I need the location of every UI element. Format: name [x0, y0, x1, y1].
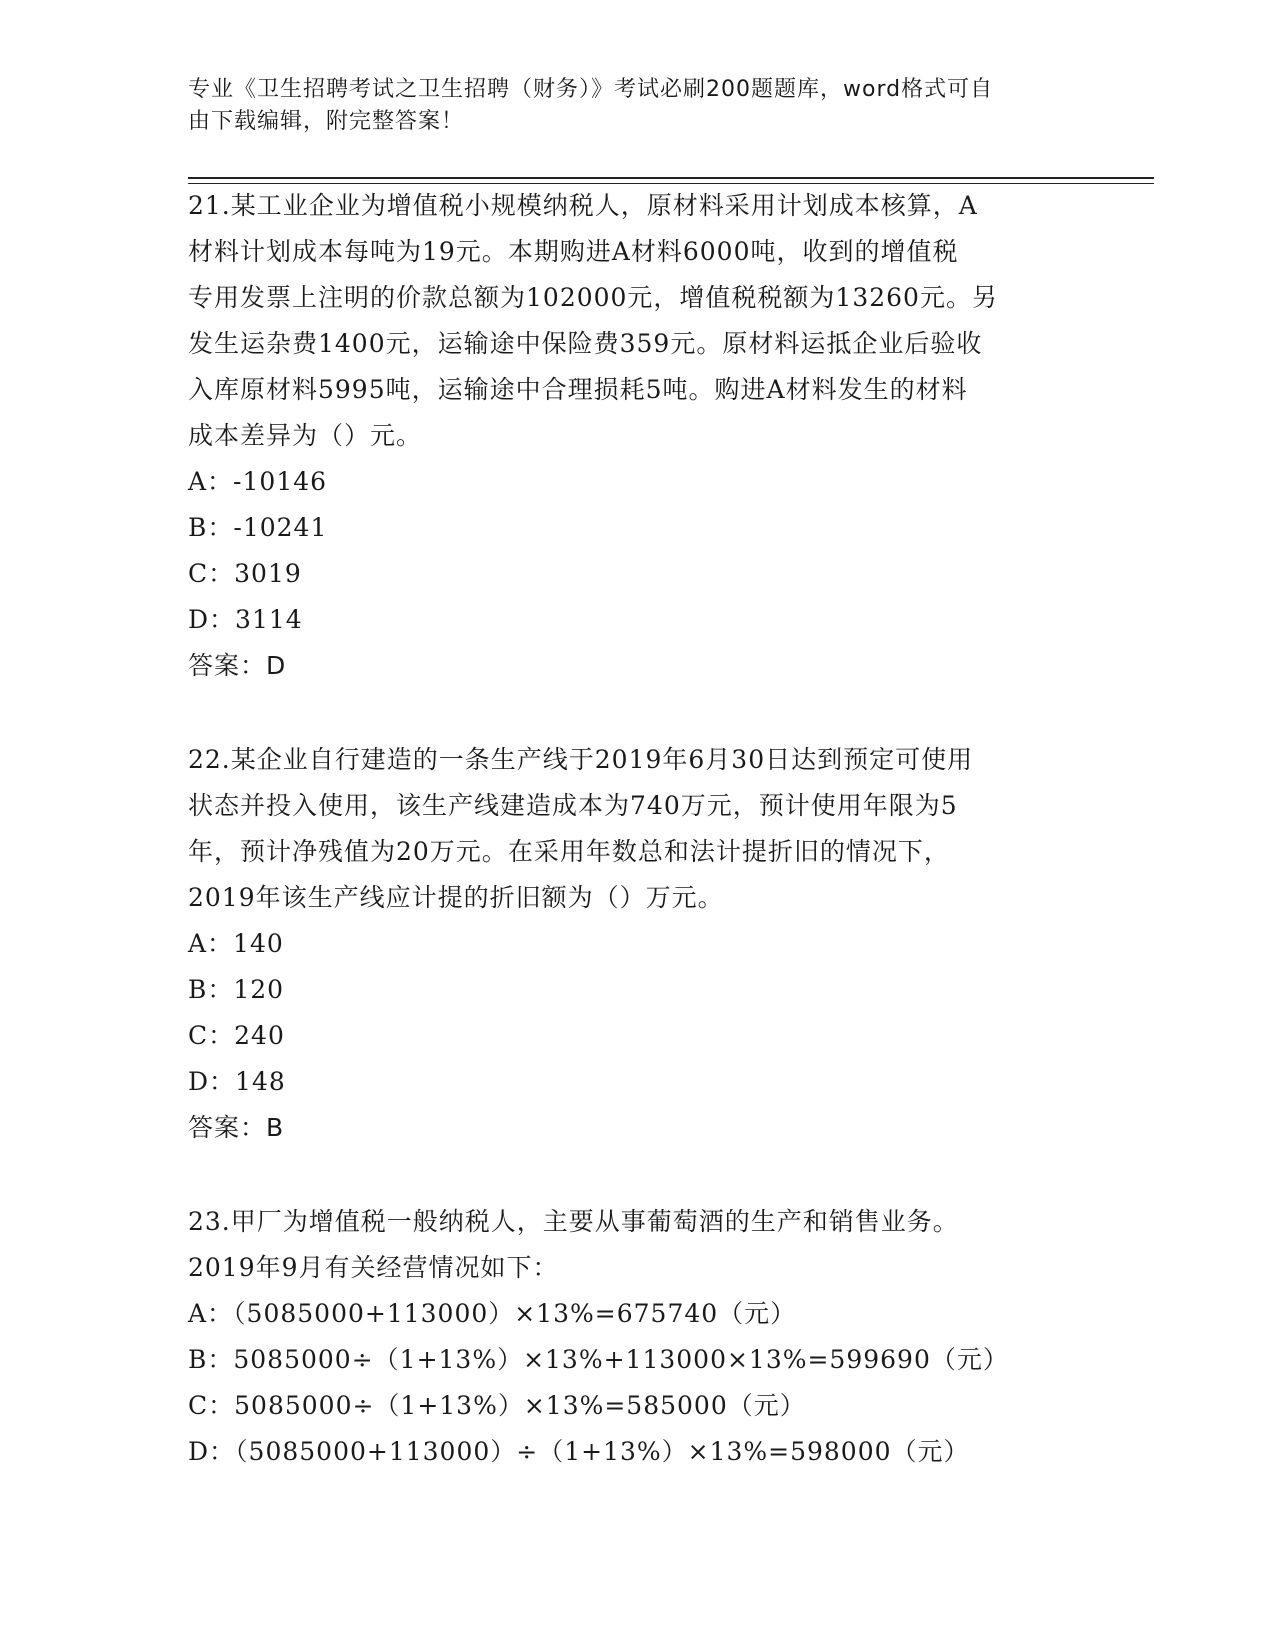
option-c: C：240: [188, 1021, 285, 1050]
question-stem-line: 2019年该生产线应计提的折旧额为（）万元。: [188, 883, 724, 912]
question-stem-line: 入库原材料5995吨，运输途中合理损耗5吨。购进A材料发生的材料: [188, 375, 968, 404]
option-a: A：-10146: [188, 467, 328, 496]
option-d: D：（5085000+113000）÷（1+13%）×13%=598000（元）: [188, 1437, 970, 1466]
document-header: [188, 74, 1068, 138]
question-stem-line: 年，预计净残值为20万元。在采用年数总和法计提折旧的情况下，: [188, 837, 950, 866]
option-d: D：3114: [188, 605, 303, 634]
question-stem-line: 2019年9月有关经营情况如下：: [188, 1253, 559, 1282]
question-stem-line: 23.甲厂为增值税一般纳税人，主要从事葡萄酒的生产和销售业务。: [188, 1207, 959, 1236]
header-line-2: 由下载编辑，附完整答案！: [188, 109, 465, 134]
question-21: [188, 183, 1068, 689]
option-b: B：120: [188, 975, 285, 1004]
question-stem-line: 状态并投入使用，该生产线建造成本为740万元，预计使用年限为5: [188, 791, 958, 820]
question-22: [188, 737, 1068, 1151]
question-stem-line: 21.某工业企业为增值税小规模纳税人，原材料采用计划成本核算，A: [188, 191, 978, 220]
option-a: A：140: [188, 929, 284, 958]
question-stem-line: 材料计划成本每吨为19元。本期购进A材料6000吨，收到的增值税: [188, 237, 959, 266]
answer-label: 答案：D: [188, 651, 287, 680]
option-c: C：5085000÷（1+13%）×13%=585000（元）: [188, 1391, 806, 1420]
question-23: [188, 1199, 1068, 1475]
option-a: A：（5085000+113000）×13%=675740（元）: [188, 1299, 797, 1328]
option-b: B：5085000÷（1+13%）×13%+113000×13%=599690（元）: [188, 1345, 1009, 1374]
question-stem-line: 成本差异为（）元。: [188, 421, 423, 450]
question-stem-line: 发生运杂费1400元，运输途中保险费359元。原材料运抵企业后验收: [188, 329, 983, 358]
option-b: B：-10241: [188, 513, 328, 542]
answer-label: 答案：B: [188, 1113, 285, 1142]
question-stem-line: 22.某企业自行建造的一条生产线于2019年6月30日达到预定可使用: [188, 745, 974, 774]
option-d: D：148: [188, 1067, 286, 1096]
question-stem-line: 专用发票上注明的价款总额为102000元，增值税税额为13260元。另: [188, 283, 998, 312]
header-line-1: 专业《卫生招聘考试之卫生招聘（财务）》考试必刷200题题库，word格式可自: [188, 77, 994, 102]
option-c: C：3019: [188, 559, 302, 588]
header-divider-thick: [188, 177, 1154, 179]
